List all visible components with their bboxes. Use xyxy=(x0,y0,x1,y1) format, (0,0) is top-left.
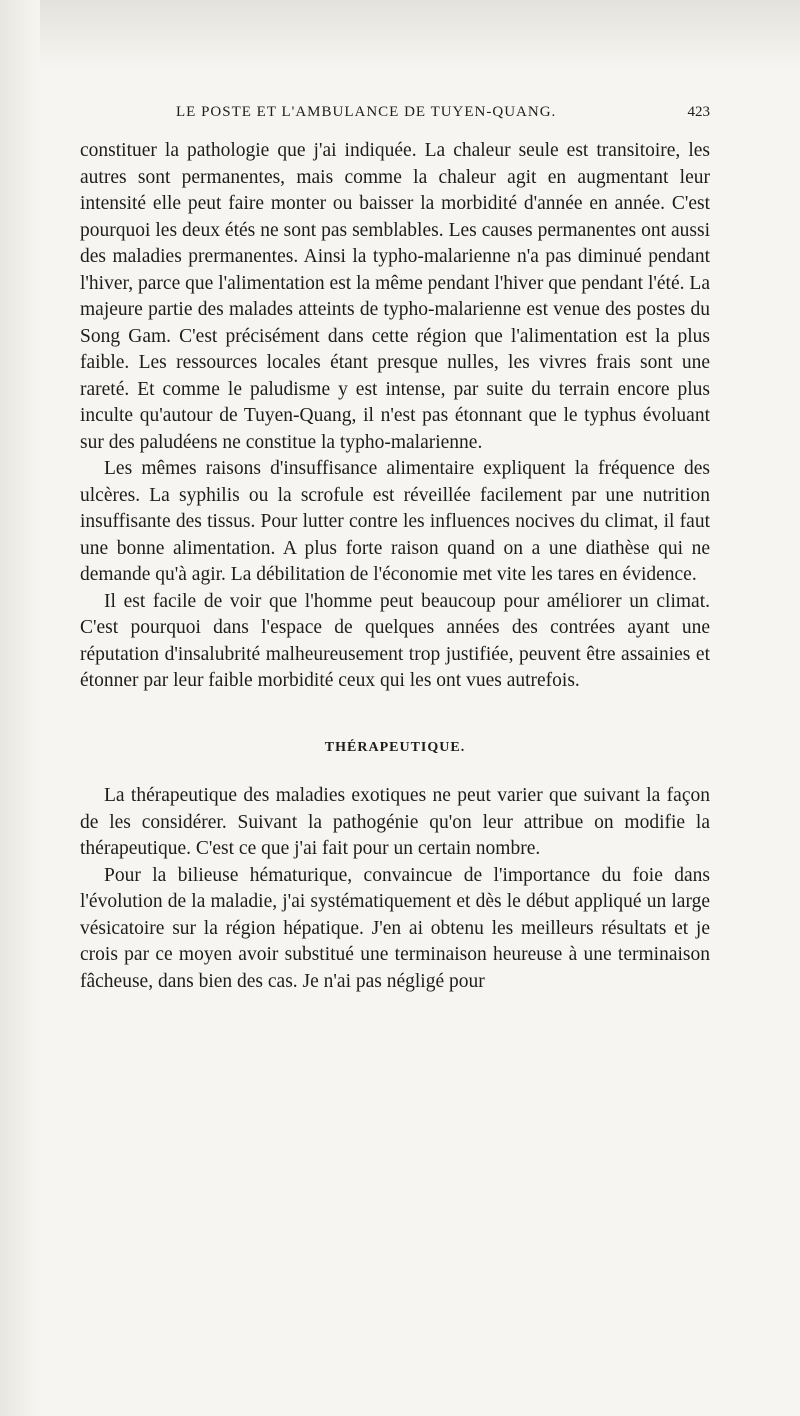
paragraph-bilieuse: Pour la bilieuse hématurique, convaincue de l'importance du foie dans l'évolution de la maladie, j'ai systématiquement et dès le début appliqué un large vésicatoire sur la région hépatique. J'en ai obtenu les meilleurs résultats et je crois par ce moyen avoir substitué une terminaison heureuse à une terminaison fâcheuse, dans bien des cas. Je n'ai pas négligé pour xyxy=(80,864,710,992)
paragraph-ulceres: Les mêmes raisons d'insuffisance alimentaire expliquent la fréquence des ulcères. La syphilis ou la scrofule est réveillée facilement par une nutrition insuffisante des tissus. Pour lutter contre les influences nocives du climat, il faut une bonne alimentation. A plus forte raison quand on a une diathèse qui ne demande qu'à agir. La débilitation de l'économie met vite les tares en évidence. xyxy=(80,458,710,585)
page-top-shadow xyxy=(0,0,800,70)
paragraph-climat: Il est facile de voir que l'homme peut beaucoup pour améliorer un climat. C'est pourquoi dans l'espace de quelques années des contrées ayant une réputation d'insalubrité malheureusement trop justifiée, peuvent être assainies et étonner par leur faible morbidité ceux qui les ont vues autrefois. xyxy=(80,590,710,691)
body-text xyxy=(80,138,710,995)
running-header xyxy=(80,102,710,132)
page-gutter-shadow xyxy=(0,0,40,1416)
section-heading: THÉRAPEUTIQUE. xyxy=(324,739,466,755)
page-number: 423 xyxy=(687,104,710,120)
book-page xyxy=(80,102,710,995)
paragraph-therapeutique: La thérapeutique des maladies exotiques ne peut varier que suivant la façon de les considérer. Suivant la pathogénie qu'on leur attribue on modifie la thérapeutique. C'est ce que j'ai fait pour un certain nombre. xyxy=(80,785,710,859)
paragraph-continuation: constituer la pathologie que j'ai indiquée. La chaleur seule est transitoire, les autres sont permanentes, mais comme la chaleur agit en augmentant leur intensité elle peut faire monter ou baisser la morbidité d'année en année. C'est pourquoi les deux étés ne sont pas semblables. Les causes permanentes ont aussi des maladies prermanentes. Ainsi la typho-malarienne n'a pas diminué pendant l'hiver, parce que l'alimentation est la même pendant l'hiver que pendant l'été. La majeure partie des malades atteints de typho-malarienne est venue des postes du Song Gam. C'est précisément dans cette région que l'alimentation est la plus faible. Les ressources locales étant presque nulles, les vivres frais sont une rareté. Et comme le paludisme y est intense, par suite du terrain encore plus inculte qu'autour de Tuyen-Quang, il n'est pas étonnant que le typhus évoluant sur des paludéens ne constitue la typho-malarienne. xyxy=(80,140,710,453)
running-title: LE POSTE ET L'AMBULANCE DE TUYEN-QUANG. xyxy=(176,104,557,120)
